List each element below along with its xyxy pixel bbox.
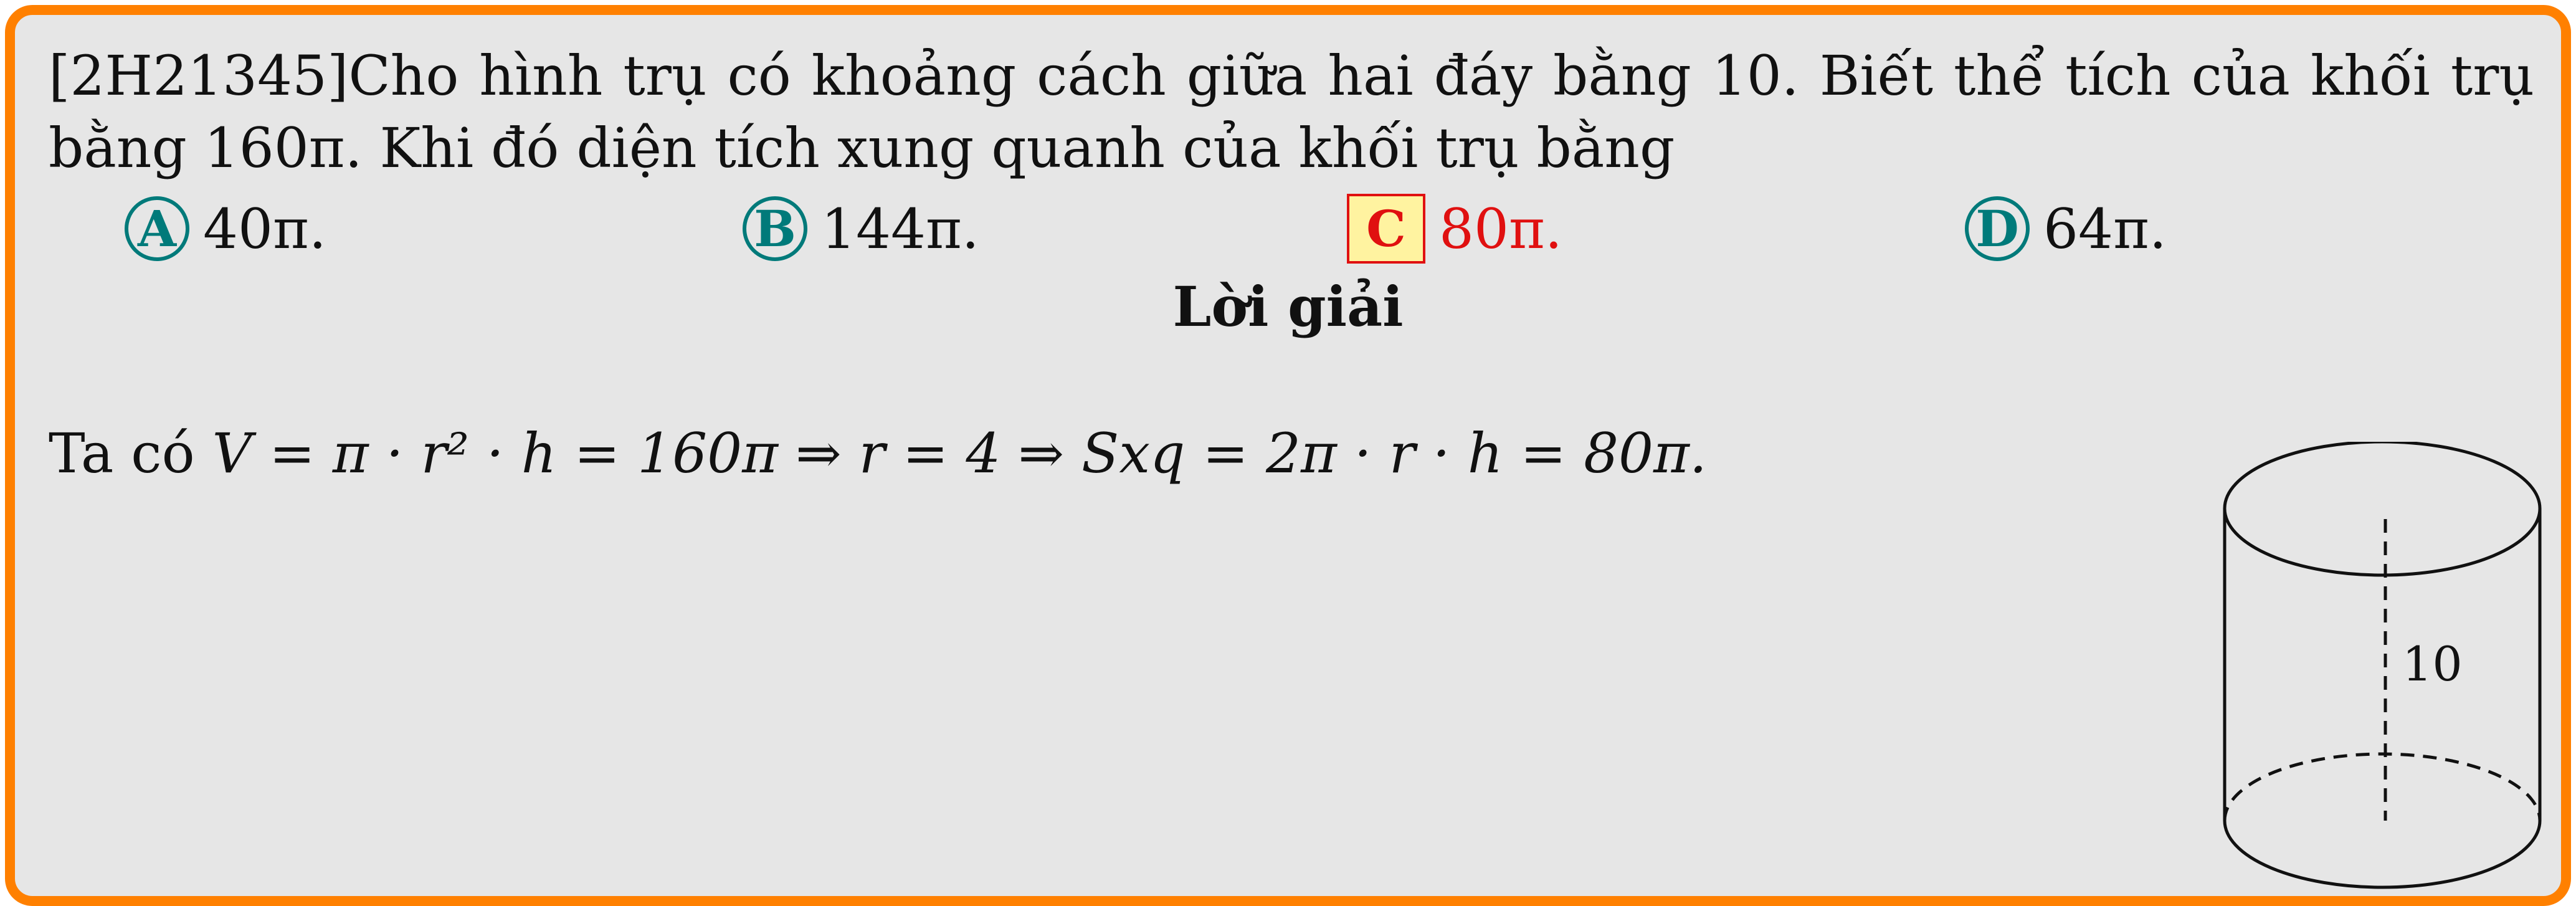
cylinder-bottom-front-arc (2225, 821, 2540, 887)
cylinder-top-ellipse (2225, 442, 2540, 575)
choice-d-marker: D (1965, 196, 2030, 261)
choice-b[interactable] (743, 189, 979, 268)
cylinder-height-label: 10 (2402, 636, 2463, 692)
solution-formula: V = π · r² · h = 160π ⇒ r = 4 ⇒ Sxq = 2π · r · h = 80π. (212, 421, 1707, 485)
question-card (5, 5, 2571, 906)
problem-statement: [2H21345]Cho hình trụ có khoảng cách giữa hai đáy bằng 10. Biết thể tích của khối trụ bằng 160π. Khi đó diện tích xung quanh của khối trụ bằng (49, 44, 2534, 180)
solution-title: Lời giải (1172, 274, 1404, 339)
choice-b-text: 144π. (821, 196, 979, 261)
solution-intro: Ta có (49, 421, 195, 485)
cylinder-figure (2214, 442, 2550, 903)
choice-c-correct[interactable] (1347, 189, 1562, 268)
solution-body (49, 417, 1707, 490)
choice-d[interactable] (1965, 189, 2167, 268)
cylinder-bottom-back-arc (2225, 754, 2540, 821)
choice-b-marker: B (743, 196, 807, 261)
choice-a-marker: A (125, 196, 189, 261)
choice-a-text: 40π. (203, 196, 326, 261)
choice-a[interactable] (125, 189, 326, 268)
choice-d-text: 64π. (2043, 196, 2167, 261)
choice-c-marker: C (1347, 194, 1425, 264)
choice-c-text: 80π. (1439, 196, 1562, 261)
